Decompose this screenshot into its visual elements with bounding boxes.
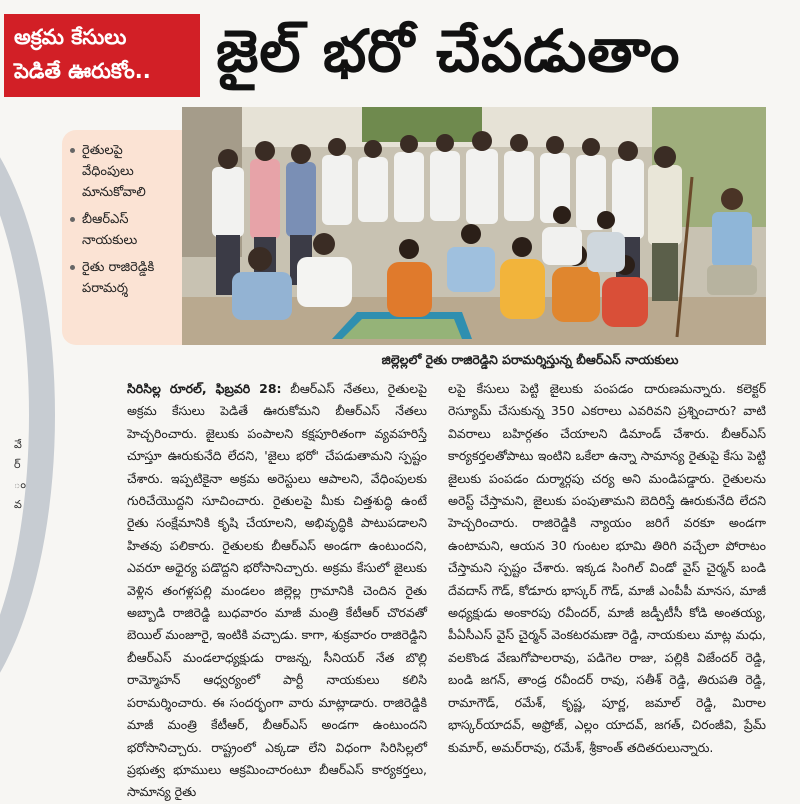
kicker-box	[4, 14, 200, 97]
kicker-line-2: పెడితే ఊరుకోం..	[14, 59, 151, 83]
article-column-2	[448, 378, 766, 755]
decorative-arc	[0, 95, 55, 735]
article-body-1: బీఆర్ఎస్ నేతలు, రైతులపై అక్రమ కేసులు పెడితే ఊరుకోమని బీఆర్ఎస్ నేతలు హెచ్చరించారు. జైలుకు పంపాలని కక్షపూరితంగా వ్యవహరిస్తే చూస్తూ ఊరుకునేది లేదని, 'జైలు భరో' చేపడుతామని స్పష్టం చేశారు. ఇప్పటికైనా అక్రమ అరెస్టులు ఆపాలని, వేధింపులకు గురిచేయొద్దని సూచించారు. రైతులపై మీకు చిత్తశుద్ధి ఉంటే రైతు సంక్షేమానికి కృషి చేయాలని, అభివృద్ధికి పాటుపడాలని హితవు పలికారు. రైతులకు బీఆర్ఎస్ అండగా ఉంటుందని, ఎవరూ అధైర్య పడొద్దని భరోసానిచ్చారు. అక్రమ కేసులో జైలుకు వెళ్లిన తంగళ్లపల్లి మండలం జిల్లెల్ల గ్రామానికి చెందిన రైతు అబ్బాడి రాజిరెడ్డి బుధవారం మాజీ మంత్రి కేటీఆర్ చొరవతో బెయిల్ మంజూరై, ఇంటికి వచ్చాడు. కాగా, శుక్రవారం రాజిరెడ్డిని బీఆర్ఎస్ మండలాధ్యక్షుడు రాజన్న, సీనియర్ నేత బొల్లి రామ్మోహన్ ఆధ్వర్యంలో పార్టీ నాయకులు కలిసి పరామర్శించారు. ఈ సందర్భంగా వారు మాట్లాడారు. రాజిరెడ్డికి మాజీ మంత్రి కేటీఆర్, బీఆర్ఎస్ అండగా ఉంటుందని భరోసానిచ్చారు. రాష్ట్రంలో ఎక్కడా లేని విధంగా సిరిసిల్లలో ప్రభుత్వ భూములు ఆక్రమించారంటూ బీఆర్ఎస్ కార్యకర్తలు, సామాన్య రైతు	[127, 381, 427, 800]
article-body-2: లపై కేసులు పెట్టి జైలుకు పంపడం దారుణమన్నారు. కలెక్టర్ రెస్యూమ్ చేసుకున్న 350 ఎకరాలు ఎవరివని ప్రశ్నించారు? వాటి వివరాలు బహిర్గతం చేయాలని డిమాండ్ చేశారు. బీఆర్ఎస్ కార్యకర్తలతోపాటు ఇంటిని ఒకేలా ఉన్నా సామాన్య రైతుపై కేసు పెట్టి జైలుకు పంపడం దుర్మార్గపు చర్య అని మండిపడ్డారు. రైతులను అరెస్ట్ చేస్తామని, జైలుకు పంపుతామని బెదిరిస్తే ఊరుకునేది లేదని హెచ్చరించారు. రాజిరెడ్డికి న్యాయం జరిగే వరకూ అండగా ఉంటామని, ఆయన 30 గుంటల భూమి తిరిగి వచ్చేలా పోరాటం చేస్తామని స్పష్టం చేశారు. ఇక్కడ సింగిల్ విండో వైస్ చైర్మన్ బండి దేవదాస్ గౌడ్, కోడూరు భాస్కర్ గౌడ్, మాజీ ఎంపీపీ మానస, మాజీ అధ్యక్షుడు అంకారపు రవీందర్, మాజీ జడ్పీటీసీ కోడి అంతయ్య, పీఏసీఎస్ వైస్ చైర్మన్ వెంకటరమణా రెడ్డి, నాయకులు మాట్ల మధు, వలకొండ వేణుగోపాలరావు, పడిగెల రాజు, పల్లికి విజేందర్ రెడ్డి, బండి జగన్, తాండ్ర రవీందర్ రావు, సతీశ్ రెడ్డి, తిరుపతి రెడ్డి, రామాగౌడ్, రమేశ్, కృష్ణ, పూర్ణ, జమాల్ రెడ్డి, మిరాల భాస్కర్‌యాదవ్, అఫ్రోజ్, ఎల్లం యాదవ్, జగత్, చిరంజీవి, ప్రేమ్ కుమార్, అమర్‌రావు, రమేశ్, శ్రీకాంత్ తదితరులున్నారు.	[448, 381, 766, 755]
bullet-points-box	[62, 130, 182, 345]
adjacent-article-strip	[0, 0, 30, 699]
photo-illustration	[182, 107, 766, 345]
photo-caption: జిల్లెల్లలో రైతు రాజిరెడ్డిని పరామర్శిస్తున్న బీఆర్ఎస్ నాయకులు	[381, 352, 679, 367]
bullet-item: రైతులపై వేధింపులు మానుకోవాలి	[82, 140, 174, 203]
headline: జైల్ భరో చేపడుతాం	[216, 17, 681, 85]
dateline: సిరిసిల్ల రూరల్, ఫిబ్రవరి 28:	[127, 381, 282, 396]
adjacent-article-text: వే ర్ ం వ	[14, 438, 26, 511]
article-column-1	[127, 378, 427, 800]
news-photo	[182, 107, 766, 345]
bullet-item: రైతు రాజిరెడ్డికి పరామర్శ	[82, 257, 174, 299]
kicker-line-1: అక్రమ కేసులు	[14, 25, 127, 49]
bullet-item: బీఆర్ఎస్ నాయకులు	[82, 209, 174, 251]
